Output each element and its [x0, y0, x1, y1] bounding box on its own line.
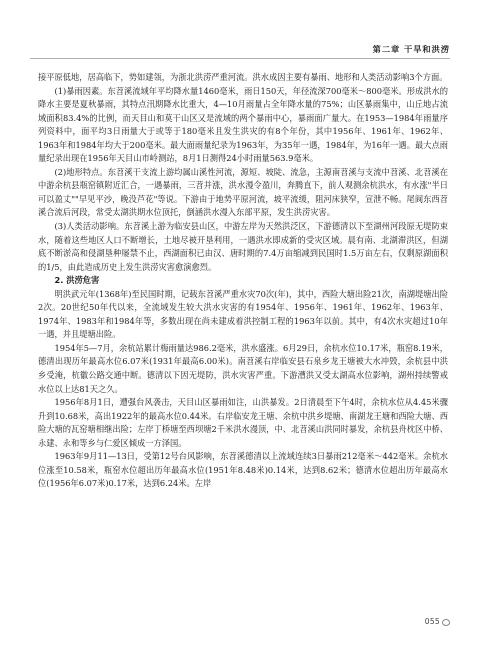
page-number-text: 055 — [424, 617, 440, 626]
section-heading-flood-damage: 2. 洪涝危害 — [54, 275, 100, 286]
paragraph-1963-flood: 1963年9月11—13日，受第12号台风影响，东苕溪德清以上流域连续3日暴雨212毫米～442毫米。余杭水位涨至10.58米，瓶窑水位超出历年最高水位(1951年8.48米)0.14米，达到8.62米；德清水位超出历年最高水位(1956年6.07米)0.17米，达到6.24米。左岸 — [38, 451, 448, 489]
paragraph-human-factor: (3)人类活动影响。东苕溪上游为临安县山区，中游左岸为天然洪泛区，下游德清以下至湖州河段原无堤防束水，随着这些地区人口不断增长，土地尽被开垦利用，一遇洪水即成新的受灾区域。晨有南、北湖滞洪区，但湖底不断淤高和侵湖垦种屡禁不止，西湖面积已由汉、唐时期的7.4万亩缩减到民国时1.5万亩左右，仅剩原湖面积的1/5，由此造成历史上发生洪涝灾害愈演愈烈。 — [38, 221, 448, 272]
paragraph-terrain-factor: (2)地形特点。东苕溪干支流上游均属山溪性河流，源短、坡陡、流急，主源南苕溪与支流中苕溪、北苕溪在中游余杭县瓶窑镇附近汇合，一遇暴雨，三苕并涨，洪水漫令盈川，奔腾直下，前人观测余杭洪水，有水涨"半日可以盈丈""早见平沙，晚没芦花"等说。下游由于地势平原河流，坡平流缓，阻河床狭窄，宣泄不畅。尾阆东西苕溪合流后河段，常受太湖洪期水位顶托，倒涵洪水漫入东部平原，发生洪涝灾害。 — [38, 166, 448, 218]
page-number — [425, 617, 450, 626]
body-text — [38, 71, 448, 491]
paragraph-rainfall-factor: (1)暴雨因素。东苕溪流域年平均降水量1460毫米，雨日150天，年径流深700毫米～800毫米。形成洪水的降水主要是夏秋暴雨，其特点汛期降水比重大，4—10月雨量占全年降水量的75%；山区暴雨集中，山丘地占流域面积83.4%的比例，而天目山和莫干山区又是流域的两个暴雨中心，暴雨面广量大。在1953—1984年雨量序列资料中，面平均3日雨量大于或等于180毫米且发生洪灾的有8个年份，其中1956年、1961年、1962年、1963年和1984年均大于200毫米。最大面雨量纪录为1963年，为35年一遇，1984年，为16年一遇。最大点雨量纪录出现在1956年天目山市岭测站，8月1日测得24小时雨量563.9毫米。 — [38, 85, 448, 164]
chapter-title: 第二章 干旱和洪涝 — [372, 44, 450, 54]
paragraph-continuation: 接平原低地，居高临下，势如建瓴，为浙北洪涝严重河流。洪水成因主要有暴雨、地形和人类活动影响3个方面。 — [38, 72, 448, 82]
running-header — [30, 44, 450, 60]
paragraph-1956-flood: 1956年8月1日，遭强台风袭击，天目山区暴雨如注，山洪暴发。2日清晨至下午4时，余杭水位从4.45米骤升到10.68米，高出1922年的最高水位0.44米。右岸临安龙王塘、余杭中洪乡堤塘、南湖龙王塘和西险大塘、西险大塘的瓦窑塘相继出险；左岸丁桥塘至西坝塘2千米洪水漫顶，中、北苕溪山洪同时暴发，余杭县舟枕区中桥、永建、永和等乡与仁爱区倾成一方泽国。 — [38, 397, 448, 448]
page-ornament-icon — [442, 619, 450, 626]
paragraph-flood-history: 明洪武元年(1368年)至民国时期，记载东苕溪严重水灾70次(年)，其中，西险大塘出险21次，南湖堤塘出险2次。20世纪50年代以来，全流域发生较大洪水灾害的有1954年、1956年、1961年、1962年、1963年、1974年、1983年和1984年等，多数出现在尚未建成着洪控制工程的1963年以前。其中，有4次水灾超过10年一遇，并且堤塘出险。 — [38, 288, 448, 340]
paragraph-1954-flood: 1954年5—7月，余杭站累计梅雨量达986.2毫米，洪水盛涨。6月29日，余杭水位10.17米，瓶窑8.19米，德清出现历年最高水位6.07米(1931年最高6.00米)。南苕溪右岸临安县石泉乡龙王塘被大水冲毁，余杭县中洪乡受淹，杭徽公路交通中断。德清以下因无堤防，洪水灾害严重。下游漕洪又受太湖高水位影响，湖州持续警戒水位以上达81天之久。 — [38, 342, 448, 394]
header-divider — [30, 58, 450, 59]
